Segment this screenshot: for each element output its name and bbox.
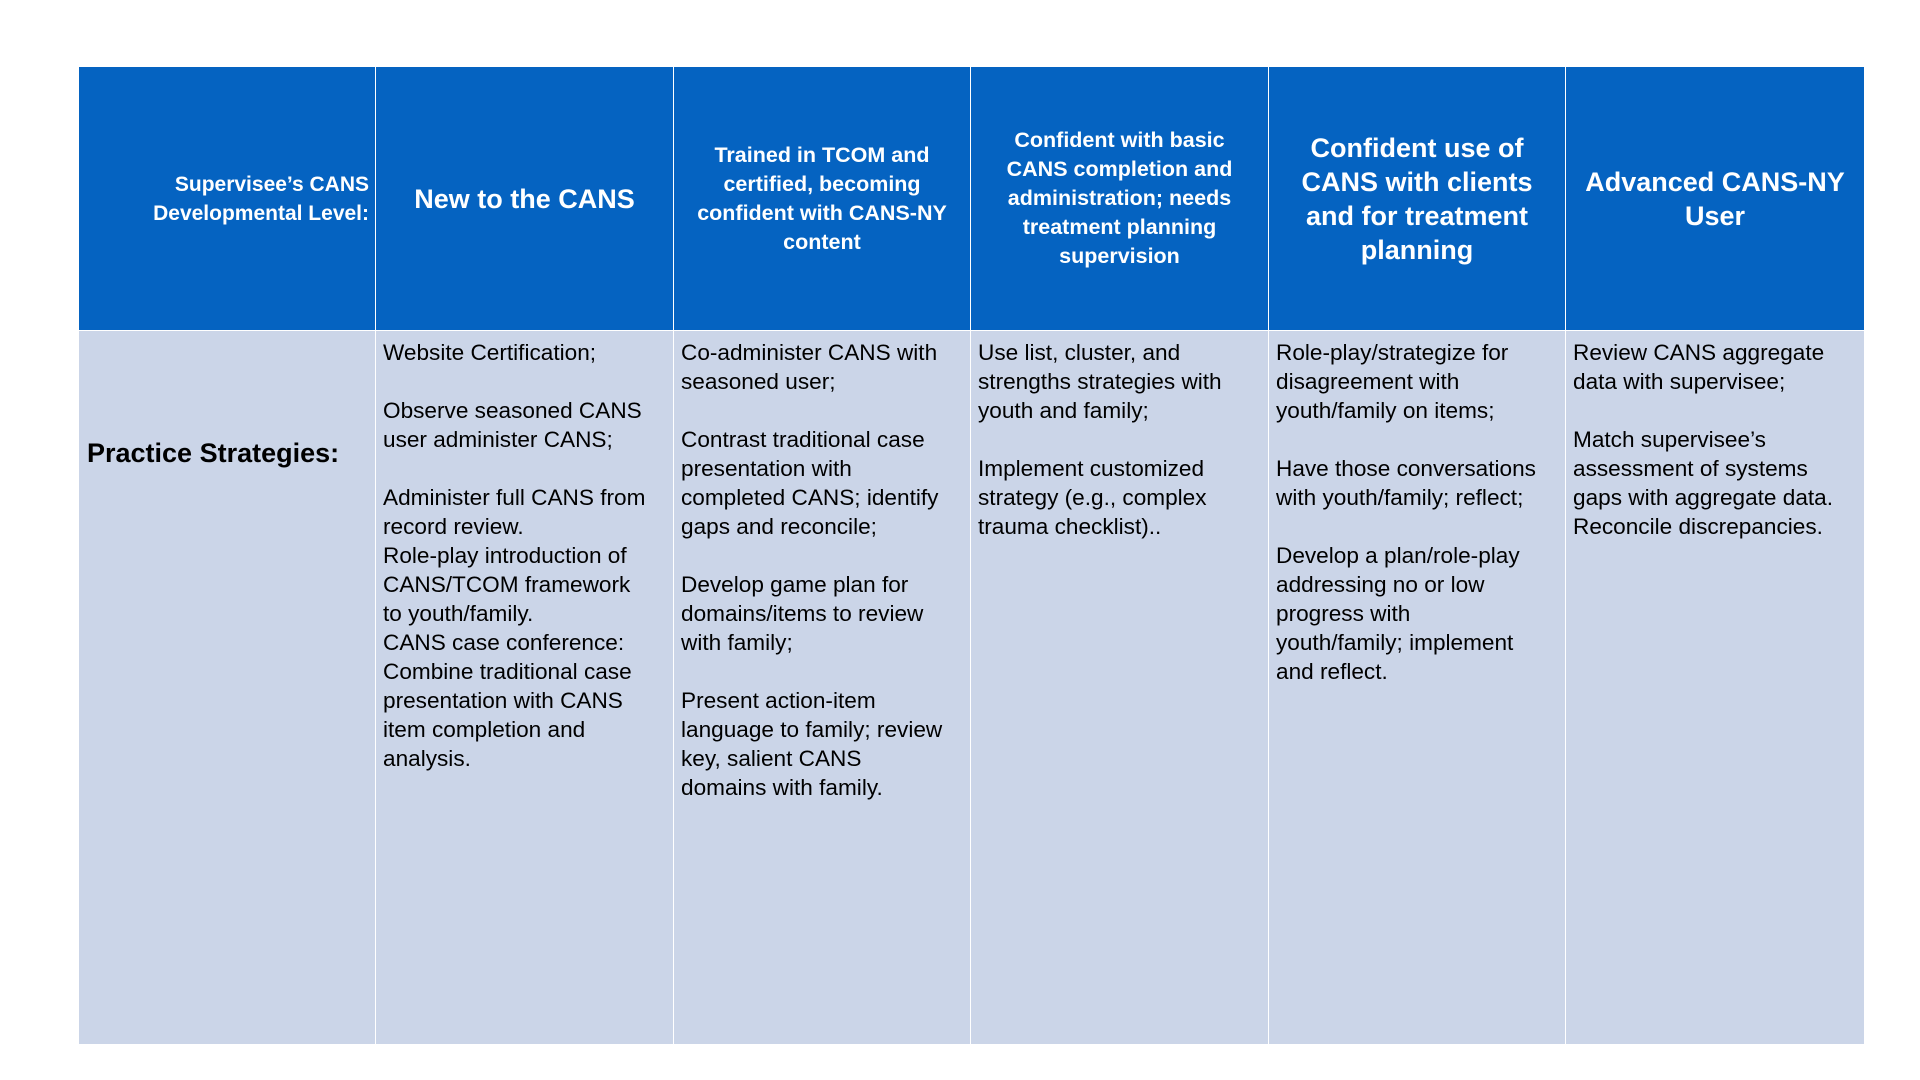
strategy-line: record review. [383,514,524,539]
strategy-line: strengths strategies with [978,369,1222,394]
level-header-line: confident with CANS-NY [697,200,947,225]
strategy-line: Role-play introduction of [383,543,627,568]
level-header-new [376,67,674,331]
developmental-level-header [79,67,376,331]
strategy-line: Reconcile discrepancies. [1573,514,1823,539]
strategy-line: youth/family; implement [1276,630,1514,655]
strategy-line: analysis. [383,746,471,771]
strategies-confident-use [1269,331,1566,1044]
level-header-line: CANS with clients [1301,166,1533,197]
strategy-line: to youth/family. [383,601,534,626]
strategy-line: Implement customized [978,456,1205,481]
strategy-item [383,628,667,773]
strategy-line: disagreement with [1276,369,1460,394]
strategy-line: CANS case conference: [383,630,625,655]
strategy-item [978,338,1262,425]
strategy-line: completed CANS; identify [681,485,939,510]
strategy-line: Contrast traditional case [681,427,925,452]
strategy-line: Co-administer CANS with [681,340,938,365]
strategy-line: Review CANS aggregate [1573,340,1825,365]
strategies-trained [674,331,971,1044]
level-header-line: and for treatment [1305,200,1529,231]
strategy-item [1276,541,1559,686]
practice-strategies-label: Practice Strategies: [87,438,340,468]
strategy-line: Match supervisee’s [1573,427,1766,452]
strategy-item [383,483,667,541]
level-header-confident-basic [971,67,1269,331]
level-header-line: Confident use of [1310,132,1524,163]
cans-strategies-table [79,67,1864,1044]
row-label-line: Supervisee’s CANS [174,172,369,196]
strategy-line: data with supervisee; [1573,369,1786,394]
strategy-line: Administer full CANS from [383,485,646,510]
level-header-trained [674,67,971,331]
strategy-line: gaps and reconcile; [681,514,877,539]
strategy-item [383,338,667,367]
strategy-item [383,541,667,628]
strategy-line: CANS/TCOM framework [383,572,631,597]
strategy-line: Use list, cluster, and [978,340,1181,365]
strategy-item [1573,425,1858,541]
strategy-line: addressing no or low [1276,572,1485,597]
strategy-line: Develop a plan/role-play [1276,543,1520,568]
strategy-line: domains/items to review [681,601,924,626]
level-header-advanced [1566,67,1864,331]
strategy-line: seasoned user; [681,369,836,394]
strategy-line: user administer CANS; [383,427,613,452]
strategy-line: and reflect. [1276,659,1388,684]
strategy-line: trauma checklist).. [978,514,1162,539]
row-label-line: Developmental Level: [153,201,369,225]
level-header-line: New to the CANS [414,183,635,214]
strategy-line: with youth/family; reflect; [1276,485,1524,510]
level-header-line: certified, becoming [723,171,921,196]
strategy-line: Website Certification; [383,340,597,365]
strategies-confident-basic [971,331,1269,1044]
strategy-item [681,570,964,657]
strategy-item [1276,338,1559,425]
strategies-new [376,331,674,1044]
level-header-line: administration; needs [1007,186,1232,210]
strategy-line: presentation with CANS [383,688,623,713]
strategies-advanced [1566,331,1864,1044]
strategy-line: gaps with aggregate data. [1573,485,1834,510]
level-header-line: content [783,229,861,254]
strategy-line: youth and family; [978,398,1149,423]
strategy-item [681,686,964,802]
level-header-line: Advanced CANS-NY [1585,166,1845,197]
strategy-item [1573,338,1858,396]
strategy-line: language to family; review [681,717,943,742]
strategy-line: assessment of systems [1573,456,1808,481]
level-header-line: treatment planning [1022,215,1217,239]
strategy-line: key, salient CANS [681,746,862,771]
strategy-item [681,425,964,541]
strategy-line: with family; [681,630,793,655]
strategy-line: progress with [1276,601,1411,626]
strategy-line: Have those conversations [1276,456,1536,481]
strategy-line: domains with family. [681,775,883,800]
strategy-line: Combine traditional case [383,659,632,684]
level-header-line: User [1684,200,1746,231]
level-header-line: Confident with basic [1014,128,1225,152]
strategy-line: Observe seasoned CANS [383,398,642,423]
strategy-line: Present action-item [681,688,876,713]
strategy-line: Role-play/strategize for [1276,340,1509,365]
level-header-line: Trained in TCOM and [714,142,930,167]
level-header-confident-use [1269,67,1566,331]
level-header-line: CANS completion and [1006,157,1233,181]
strategy-item [978,454,1262,541]
strategy-line: item completion and [383,717,586,742]
practice-strategies-label-cell [79,331,376,1044]
strategy-line: presentation with [681,456,852,481]
level-header-line: supervision [1059,244,1180,268]
strategy-item [1276,454,1559,512]
strategy-line: youth/family on items; [1276,398,1495,423]
level-header-line: planning [1360,234,1474,265]
strategy-line: strategy (e.g., complex [978,485,1207,510]
strategy-line: Develop game plan for [681,572,909,597]
strategy-item [383,396,667,454]
strategy-item [681,338,964,396]
